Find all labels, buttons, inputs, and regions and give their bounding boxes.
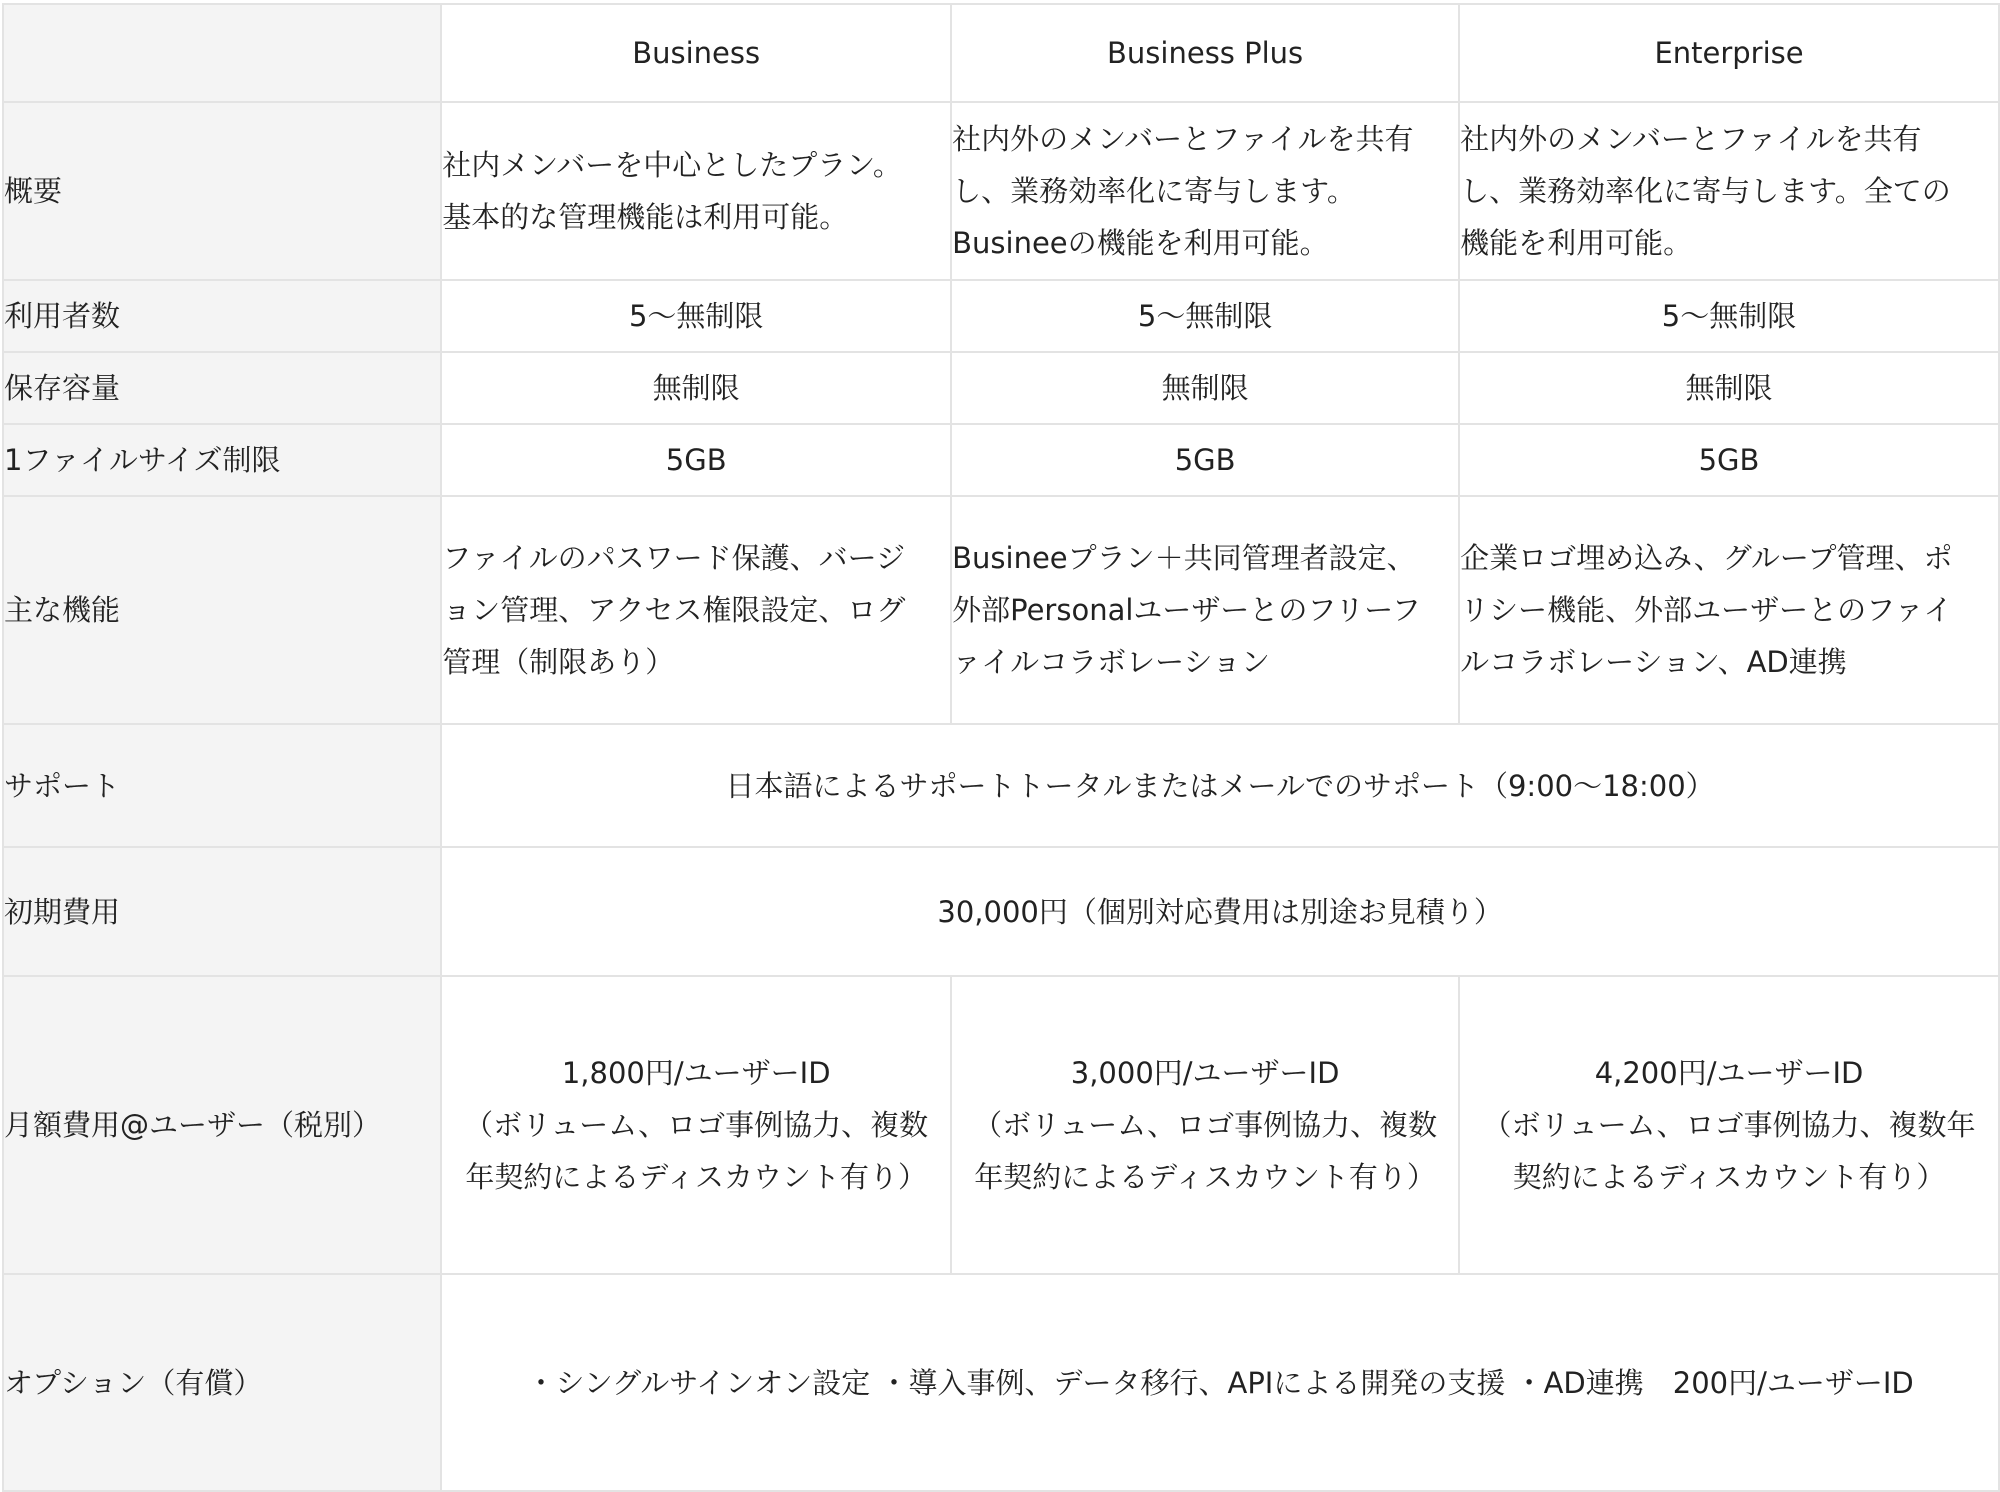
cell-line: 年契約によるディスカウント有り） xyxy=(465,1160,928,1194)
row-header-monthly-fee: 月額費用@ユーザー（税別） xyxy=(3,976,441,1274)
row-overview xyxy=(3,102,1999,280)
row-header-users: 利用者数 xyxy=(3,280,441,352)
header-row xyxy=(3,4,1999,102)
row-storage xyxy=(3,352,1999,424)
cell-file-size-business: 5GB xyxy=(441,424,951,496)
row-header-support: サポート xyxy=(3,724,441,847)
row-header-options: オプション（有償） xyxy=(3,1274,441,1491)
cell-line: （ボリューム、ロゴ事例協力、複数 xyxy=(464,1108,929,1142)
column-header-enterprise: Enterprise xyxy=(1459,4,1999,102)
cell-features-business-plus xyxy=(951,496,1459,724)
cell-line: Busineeの機能を利用可能。 xyxy=(952,226,1329,260)
cell-line: 社内外のメンバーとファイルを共有 xyxy=(1460,122,1922,156)
row-options xyxy=(3,1274,1999,1491)
cell-line: 機能を利用可能。 xyxy=(1460,226,1693,260)
cell-storage-business: 無制限 xyxy=(441,352,951,424)
cell-monthly-fee-business xyxy=(441,976,951,1274)
row-file-size xyxy=(3,424,1999,496)
cell-users-enterprise: 5〜無制限 xyxy=(1459,280,1999,352)
cell-users-business-plus: 5〜無制限 xyxy=(951,280,1459,352)
cell-file-size-enterprise: 5GB xyxy=(1459,424,1999,496)
cell-initial-fee: 30,000円（個別対応費用は別途お見積り） xyxy=(441,847,1999,976)
cell-line: 契約によるディスカウント有り） xyxy=(1512,1160,1946,1194)
cell-line: （ボリューム、ロゴ事例協力、複数年 xyxy=(1482,1108,1976,1142)
row-initial-fee xyxy=(3,847,1999,976)
column-header-business-plus: Business Plus xyxy=(951,4,1459,102)
cell-line: リシー機能、外部ユーザーとのファイ xyxy=(1460,593,1953,627)
column-header-business: Business xyxy=(441,4,951,102)
cell-overview-enterprise xyxy=(1459,102,1999,280)
cell-line: 4,200円/ユーザーID xyxy=(1594,1056,1864,1090)
cell-line: 社内メンバーを中心としたプラン。 xyxy=(442,148,902,182)
cell-line: （ボリューム、ロゴ事例協力、複数 xyxy=(973,1108,1438,1142)
cell-overview-business xyxy=(441,102,951,280)
cell-line: 基本的な管理機能は利用可能。 xyxy=(442,200,849,234)
row-header-initial-fee: 初期費用 xyxy=(3,847,441,976)
cell-line: 企業ロゴ埋め込み、グループ管理、ポ xyxy=(1460,541,1953,575)
row-header-overview: 概要 xyxy=(3,102,441,280)
cell-line: 管理（制限あり） xyxy=(442,645,675,679)
cell-monthly-fee-enterprise xyxy=(1459,976,1999,1274)
row-support xyxy=(3,724,1999,847)
cell-users-business: 5〜無制限 xyxy=(441,280,951,352)
row-header-storage: 保存容量 xyxy=(3,352,441,424)
cell-line: 外部Personalユーザーとのフリーフ xyxy=(952,593,1421,627)
cell-line: 社内外のメンバーとファイルを共有 xyxy=(952,122,1414,156)
cell-line: ョン管理、アクセス権限設定、ログ xyxy=(442,593,906,627)
row-header-features: 主な機能 xyxy=(3,496,441,724)
cell-options: ・シングルサインオン設定 ・導入事例、データ移行、APIによる開発の支援 ・AD連携 200円/ユーザーID xyxy=(441,1274,1999,1491)
cell-line: 1,800円/ユーザーID xyxy=(561,1056,831,1090)
cell-line: ファイルのパスワード保護、バージ xyxy=(442,541,906,575)
row-monthly-fee xyxy=(3,976,1999,1274)
row-header-file-size: 1ファイルサイズ制限 xyxy=(3,424,441,496)
cell-line: 3,000円/ユーザーID xyxy=(1070,1056,1340,1090)
cell-file-size-business-plus: 5GB xyxy=(951,424,1459,496)
pricing-comparison-table xyxy=(2,3,2000,1492)
cell-monthly-fee-business-plus xyxy=(951,976,1459,1274)
cell-line: Busineeプラン＋共同管理者設定、 xyxy=(952,541,1416,575)
cell-line: ルコラボレーション、AD連携 xyxy=(1460,645,1847,679)
cell-overview-business-plus xyxy=(951,102,1459,280)
cell-support: 日本語によるサポートトータルまたはメールでのサポート（9:00〜18:00） xyxy=(441,724,1999,847)
cell-storage-enterprise: 無制限 xyxy=(1459,352,1999,424)
cell-line: 年契約によるディスカウント有り） xyxy=(974,1160,1436,1194)
corner-cell xyxy=(3,4,441,102)
cell-line: し、業務効率化に寄与します。全ての xyxy=(1460,174,1951,208)
row-users xyxy=(3,280,1999,352)
cell-features-enterprise xyxy=(1459,496,1999,724)
cell-features-business xyxy=(441,496,951,724)
cell-line: し、業務効率化に寄与します。 xyxy=(952,174,1356,208)
cell-line: ァイルコラボレーション xyxy=(952,645,1270,679)
cell-storage-business-plus: 無制限 xyxy=(951,352,1459,424)
row-features xyxy=(3,496,1999,724)
